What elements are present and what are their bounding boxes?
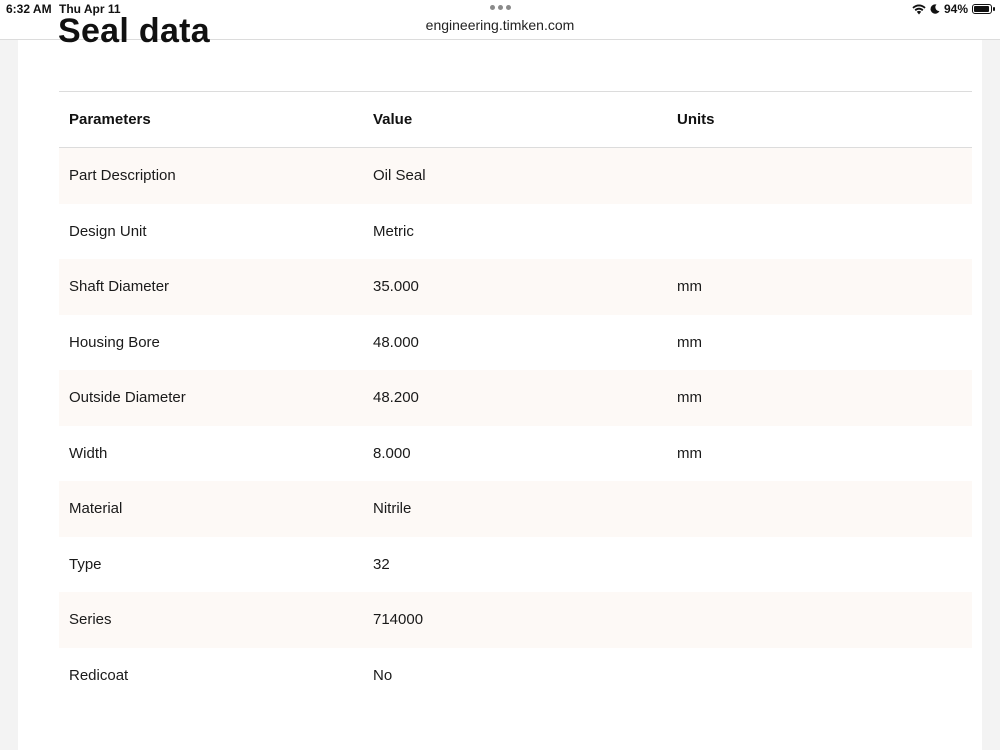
parameter-cell: Material xyxy=(69,500,123,518)
parameter-cell: Housing Bore xyxy=(69,333,160,351)
value-cell: 35.000 xyxy=(373,278,419,296)
parameter-cell: Design Unit xyxy=(69,222,147,240)
unit-cell: mm xyxy=(677,278,702,296)
table-row xyxy=(59,204,972,260)
parameter-cell: Series xyxy=(69,611,112,629)
table-row xyxy=(59,259,972,315)
section-title: Seal data xyxy=(58,12,210,50)
table-header-row xyxy=(59,92,972,148)
table-row xyxy=(59,648,972,704)
unit-cell xyxy=(667,204,972,260)
moon-icon xyxy=(930,4,940,14)
unit-cell xyxy=(667,592,972,648)
unit-cell xyxy=(667,648,972,704)
url-bar[interactable]: engineering.timken.com xyxy=(425,17,575,33)
unit-cell xyxy=(667,537,972,593)
value-cell: No xyxy=(373,666,393,684)
table-row xyxy=(59,592,972,648)
value-cell: 714000 xyxy=(373,611,424,629)
value-cell: Oil Seal xyxy=(373,167,426,185)
unit-cell xyxy=(667,148,972,204)
wifi-icon xyxy=(912,4,926,15)
parameter-cell: Type xyxy=(69,555,102,573)
unit-cell xyxy=(667,481,972,537)
table-row xyxy=(59,426,972,482)
unit-cell: mm xyxy=(677,444,702,462)
status-time: 6:32 AM xyxy=(6,2,52,16)
table-row xyxy=(59,315,972,371)
table-row xyxy=(59,481,972,537)
table-row xyxy=(59,537,972,593)
header-parameters: Parameters xyxy=(69,111,151,128)
header-value: Value xyxy=(373,111,413,128)
parameter-cell: Redicoat xyxy=(69,666,129,684)
parameter-cell: Outside Diameter xyxy=(69,389,186,407)
seal-data-table xyxy=(59,91,972,703)
parameter-cell: Shaft Diameter xyxy=(69,278,170,296)
battery-percentage: 94% xyxy=(943,2,968,16)
parameter-cell: Part Description xyxy=(69,167,176,185)
table-row xyxy=(59,370,972,426)
value-cell: 32 xyxy=(373,555,390,573)
unit-cell: mm xyxy=(677,333,702,351)
status-indicators xyxy=(912,2,992,16)
table-row xyxy=(59,148,972,204)
battery-fill xyxy=(974,6,989,12)
value-cell: 48.200 xyxy=(373,389,419,407)
status-date: Thu Apr 11 xyxy=(59,2,121,16)
header-units: Units xyxy=(677,111,715,128)
battery-icon xyxy=(972,4,992,14)
unit-cell: mm xyxy=(677,389,702,407)
parameter-cell: Width xyxy=(69,444,108,462)
multitasking-dots-icon[interactable] xyxy=(490,5,511,10)
value-cell: 8.000 xyxy=(373,444,411,462)
value-cell: Metric xyxy=(373,222,414,240)
value-cell: Nitrile xyxy=(373,500,412,518)
value-cell: 48.000 xyxy=(373,333,419,351)
